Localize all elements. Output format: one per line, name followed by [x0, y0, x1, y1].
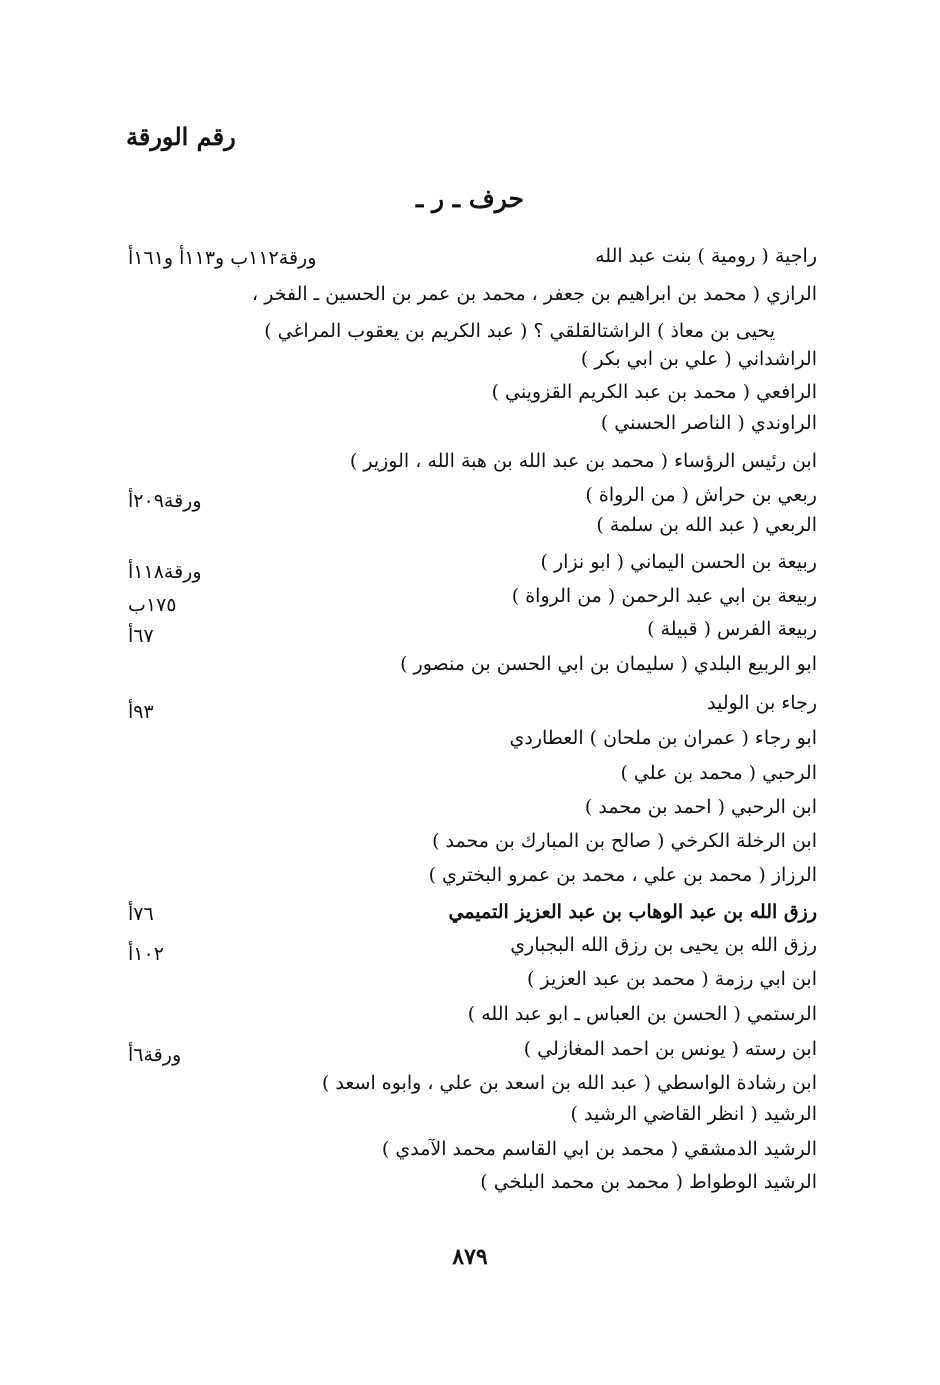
- index-entry: ابن الرحبي ( احمد بن محمد ): [584, 796, 817, 818]
- leaf-reference: ورقة٢٠٩أ: [128, 490, 202, 512]
- leaf-reference: ورقة٦أ: [128, 1044, 182, 1066]
- leaf-reference: ورقة١١٢ب و١١٣أ و١٦١أ: [128, 247, 317, 269]
- index-entry: رجاء بن الوليد: [707, 692, 817, 714]
- page-number: ٨٧٩: [452, 1244, 488, 1270]
- index-entry: الرشيد الوطواط ( محمد بن محمد البلخي ): [480, 1171, 817, 1193]
- index-entry: الرحبي ( محمد بن علي ): [620, 762, 817, 784]
- index-entry: ابو رجاء ( عمران بن ملحان ) العطاردي: [509, 727, 817, 749]
- leaf-reference: ١٧٥ب: [128, 594, 177, 616]
- index-entry: الرازي ( محمد بن ابراهيم بن جعفر ، محمد بن عمر بن الحسين ـ الفخر ،: [252, 283, 817, 305]
- index-entry: ابن رسته ( يونس بن احمد المغازلي ): [523, 1038, 817, 1060]
- index-entry: الراشداني ( علي بن ابي بكر ): [580, 348, 817, 370]
- index-entry: رزق الله بن يحيى بن رزق الله البجباري: [510, 934, 817, 956]
- index-entry: رزق الله بن عبد الوهاب بن عبد العزيز التميمي: [448, 901, 817, 923]
- page-header: رقم الورقة: [126, 122, 236, 151]
- index-entry: ابن ابي رزمة ( محمد بن عبد العزيز ): [527, 968, 817, 990]
- section-title: حرف ـ ر ـ: [416, 184, 524, 213]
- leaf-reference: ٩٣أ: [128, 701, 154, 723]
- index-entry: الرشيد ( انظر القاضي الرشيد ): [570, 1103, 817, 1125]
- index-entry: ابن رشادة الواسطي ( عبد الله بن اسعد بن علي ، وابوه اسعد ): [321, 1072, 817, 1094]
- index-entry: الربعي ( عبد الله بن سلمة ): [596, 514, 817, 536]
- index-entry: راجية ( رومية ) بنت عبد الله: [595, 245, 817, 267]
- index-entry: الراوندي ( الناصر الحسني ): [600, 412, 817, 434]
- index-entry: الرزاز ( محمد بن علي ، محمد بن عمرو البختري ): [428, 864, 817, 886]
- index-entry: ربعي بن حراش ( من الرواة ): [585, 484, 817, 506]
- index-entry: ربيعة الفرس ( قبيلة ): [647, 618, 817, 640]
- index-entry: ابن الرخلة الكرخي ( صالح بن المبارك بن محمد ): [432, 830, 817, 852]
- index-entry: ابو الربيع البلدي ( سليمان بن ابي الحسن بن منصور ): [400, 653, 817, 675]
- index-entry: ربيعة بن الحسن اليماني ( ابو نزار ): [540, 551, 817, 573]
- leaf-reference: ١٠٢أ: [128, 943, 164, 965]
- leaf-reference: ٧٦أ: [128, 903, 154, 925]
- leaf-reference: ٦٧أ: [128, 625, 154, 647]
- index-entry-continuation: يحيى بن معاذ ) الراشتالقلقي ؟ ( عبد الكريم بن يعقوب المراغي ): [264, 320, 775, 342]
- index-entry: الرشيد الدمشقي ( محمد بن ابي القاسم محمد الآمدي ): [381, 1138, 817, 1160]
- index-entry: الرافعي ( محمد بن عبد الكريم القزويني ): [491, 381, 817, 403]
- index-entry: ابن رئيس الرؤساء ( محمد بن عبد الله بن هبة الله ، الوزير ): [349, 450, 817, 472]
- index-entry: ربيعة بن ابي عبد الرحمن ( من الرواة ): [511, 585, 817, 607]
- index-entry: الرستمي ( الحسن بن العباس ـ ابو عبد الله ): [467, 1003, 817, 1025]
- leaf-reference: ورقة١١٨أ: [128, 561, 202, 583]
